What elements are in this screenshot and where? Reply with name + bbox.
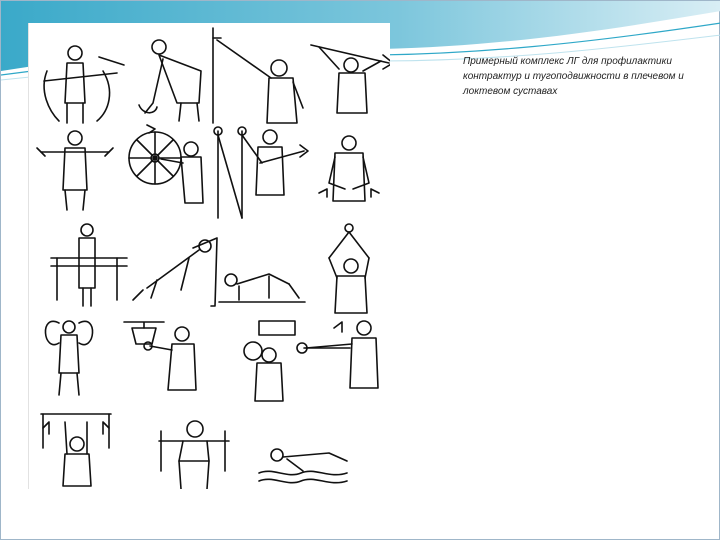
exercise-punching-bag-figure	[124, 322, 196, 390]
exercise-stick-overhead-figure	[311, 45, 390, 113]
exercise-arm-circles-figure	[44, 46, 124, 123]
exercise-hands-behind-back-figure	[319, 136, 379, 201]
exercise-wheel-rotation-figure	[129, 125, 203, 203]
exercise-figures-panel	[28, 23, 390, 489]
exercise-bent-over-arm-swing-figure	[139, 40, 201, 121]
exercise-parallel-bars-figure	[51, 224, 127, 306]
exercise-pull-up-bar-figure	[41, 414, 111, 486]
exercise-ring-pull-figure	[329, 224, 369, 313]
exercise-swimming-figure	[259, 449, 347, 483]
exercise-barbell-press-figure	[159, 421, 229, 489]
exercise-ball-throw-figure	[244, 321, 295, 401]
exercise-jump-rope-figure	[45, 321, 92, 395]
exercise-expander-stretch-figure	[297, 321, 378, 388]
exercise-figures-illustration-icon	[29, 23, 390, 489]
exercise-wall-bar-arm-raise-figure	[213, 28, 303, 123]
exercise-kneeling-stretch-figure	[219, 274, 305, 302]
exercise-pulley-rope-figure	[214, 127, 308, 218]
exercise-t-pose-arms-figure	[37, 131, 113, 210]
slide-caption: Примерный комплекс ЛГ для профилактики контрактур и тугоподвижности в плечевом и локтевом суставах	[463, 56, 684, 97]
exercise-incline-pushup-figure	[133, 238, 217, 306]
